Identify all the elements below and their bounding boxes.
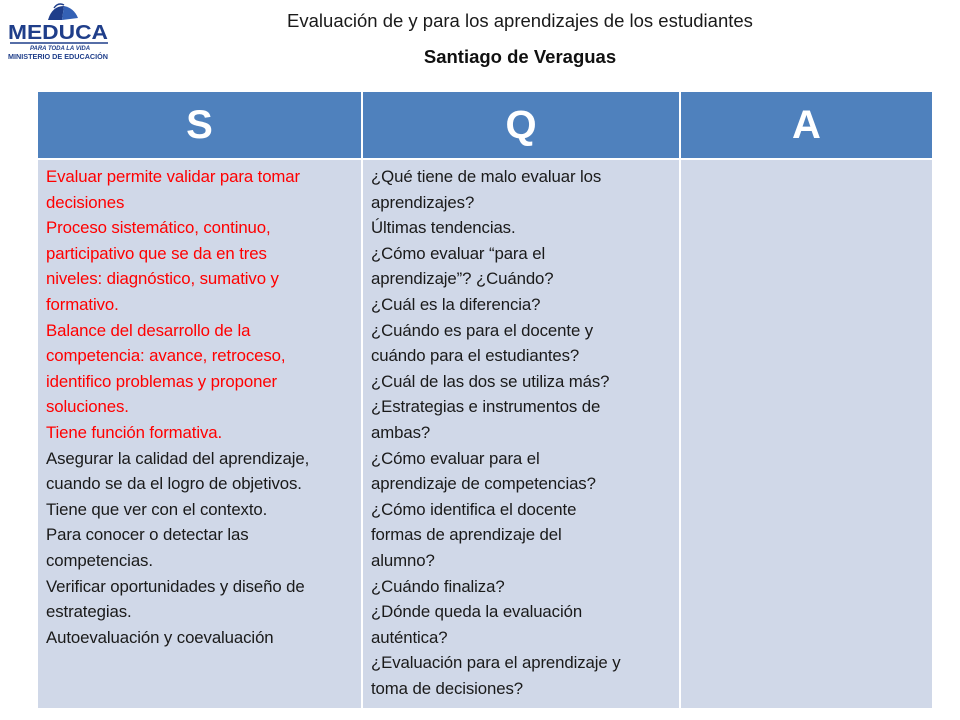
q-column-line: aprendizaje de competencias? — [371, 474, 596, 494]
s-column-line: identifico problemas y proponer — [46, 371, 278, 391]
header-a: A — [680, 91, 933, 159]
s-column-line: Proceso sistemático, continuo, — [46, 218, 271, 238]
q-column-line: ¿Cuándo es para el docente y — [371, 320, 594, 340]
meduca-logo — [4, 2, 112, 64]
s-column-line: soluciones. — [46, 397, 129, 417]
sqa-table — [36, 90, 934, 710]
q-column-line: ¿Cómo identifica el docente — [371, 499, 577, 519]
q-column-line: cuándo para el estudiantes? — [371, 346, 580, 366]
s-column-line: competencias. — [46, 550, 153, 570]
q-column-line: ¿Dónde queda la evaluación — [371, 602, 583, 622]
q-column-line: ambas? — [371, 422, 431, 442]
header-s: S — [37, 91, 362, 159]
q-column-line: ¿Cómo evaluar “para el — [371, 243, 546, 263]
q-column-line: ¿Cómo evaluar para el — [371, 448, 540, 468]
q-column-line: ¿Cuál es la diferencia? — [371, 294, 541, 314]
s-column-line: Balance del desarrollo de la — [46, 320, 251, 340]
s-column-line: Para conocer o detectar las — [46, 525, 249, 545]
q-column-line: ¿Estrategias e instrumentos de — [371, 397, 601, 417]
q-list — [371, 164, 671, 701]
book-icon — [48, 4, 78, 20]
s-column-line: Asegurar la calidad del aprendizaje, — [46, 448, 310, 468]
s-column-line: formativo. — [46, 294, 119, 314]
q-column-line: toma de decisiones? — [371, 678, 524, 698]
s-column-line: participativo que se da en tres — [46, 243, 267, 263]
s-column-line: niveles: diagnóstico, sumativo y — [46, 269, 279, 289]
page-subtitle: Santiago de Veraguas — [423, 46, 617, 67]
s-list — [46, 164, 353, 650]
q-column-line: ¿Cuál de las dos se utiliza más? — [371, 371, 610, 391]
cell-q — [362, 159, 680, 709]
s-column-line: competencia: avance, retroceso, — [46, 346, 286, 366]
s-column-line: decisiones — [46, 192, 125, 212]
q-column-line: aprendizaje”? ¿Cuándo? — [371, 269, 554, 289]
s-column-line: Verificar oportunidades y diseño de — [46, 576, 305, 596]
s-column-line: Tiene que ver con el contexto. — [46, 499, 268, 519]
q-column-line: Últimas tendencias. — [371, 218, 516, 238]
s-column-line: Tiene función formativa. — [46, 422, 223, 442]
cell-a — [680, 159, 933, 709]
header-q: Q — [362, 91, 680, 159]
logo-name: MEDUCA — [8, 22, 108, 44]
q-column-line: alumno? — [371, 550, 435, 570]
q-column-line: ¿Evaluación para el aprendizaje y — [371, 653, 621, 673]
s-column-line: Evaluar permite validar para tomar — [46, 167, 301, 186]
q-column-line: ¿Cuándo finaliza? — [371, 576, 505, 596]
logo-ministry: MINISTERIO DE EDUCACIÓN — [8, 54, 105, 61]
q-column-line: ¿Qué tiene de malo evaluar los — [371, 167, 602, 186]
q-column-line: formas de aprendizaje del — [371, 525, 562, 545]
s-column-line: estrategias. — [46, 602, 132, 622]
s-column-line: Autoevaluación y coevaluación — [46, 627, 274, 647]
table-header-row — [37, 91, 933, 159]
logo-tagline: PARA TODA LA VIDA — [29, 46, 91, 52]
cell-s — [37, 159, 362, 709]
table-body-row — [37, 159, 933, 709]
q-column-line: auténtica? — [371, 627, 448, 647]
q-column-line: aprendizajes? — [371, 192, 475, 212]
s-column-line: cuando se da el logro de objetivos. — [46, 474, 302, 494]
page-title: Evaluación de y para los aprendizajes de los estudiantes — [287, 10, 753, 31]
